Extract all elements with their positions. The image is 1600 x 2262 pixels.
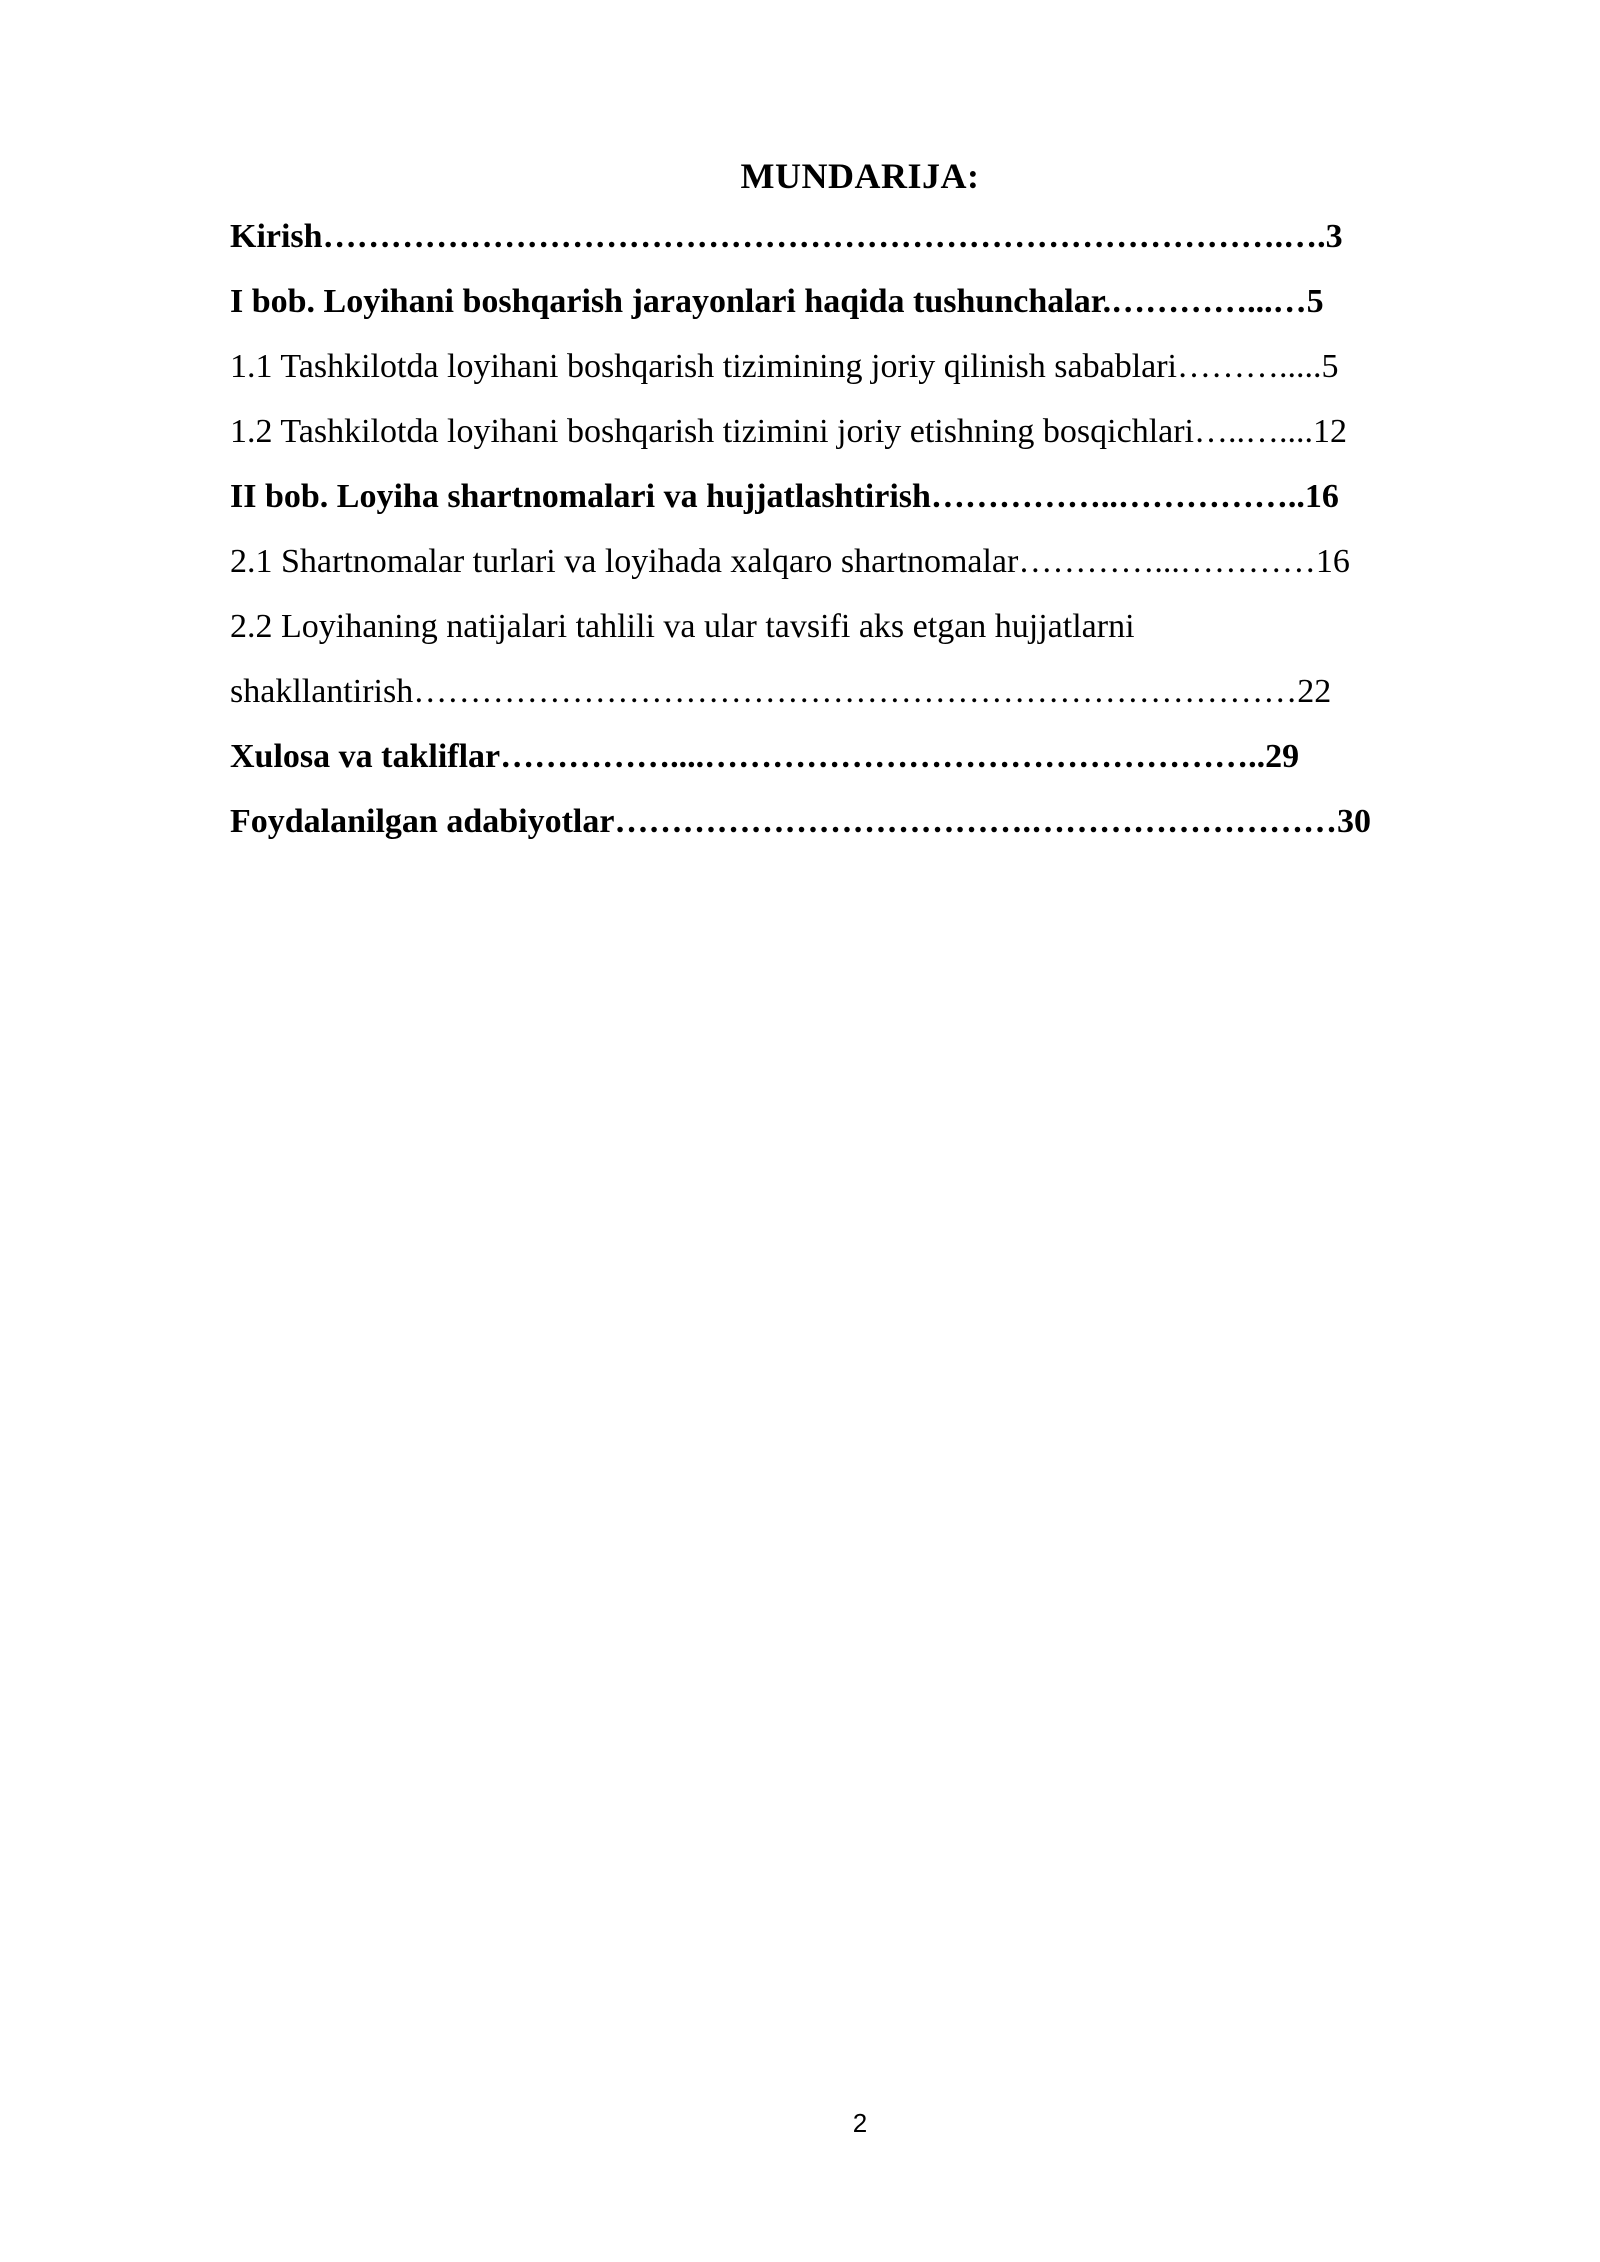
toc-title: MUNDARIJA: xyxy=(740,156,980,196)
toc-entry-chapter-1[interactable]: I bob. Loyihani boshqarish jarayonlari haqida tushunchalar.…………...…5 xyxy=(230,283,1324,320)
page-number: 2 xyxy=(852,2108,868,2138)
toc-entry-kirish[interactable]: Kirish………………………………………………………………………….….3 xyxy=(230,218,1343,255)
toc-entry-section-2-2-continued[interactable]: shakllantirish……………………………………………………………………22 xyxy=(230,673,1332,710)
toc-entry-section-1-2[interactable]: 1.2 Tashkilotda loyihani boshqarish tizimini joriy etishning bosqichlari…..…....12 xyxy=(230,413,1348,450)
toc-entry-section-2-1[interactable]: 2.1 Shartnomalar turlari va loyihada xalqaro shartnomalar…………...…………16 xyxy=(230,543,1350,580)
toc-entry-section-1-1[interactable]: 1.1 Tashkilotda loyihani boshqarish tizimining joriy qilinish sabablari……….....5 xyxy=(230,348,1339,385)
toc-entry-conclusion[interactable]: Xulosa va takliflar……………....…………………………………………..29 xyxy=(230,738,1300,775)
toc-entry-chapter-2[interactable]: II bob. Loyiha shartnomalari va hujjatlashtirish……………..……………..16 xyxy=(230,478,1339,515)
toc-entry-references[interactable]: Foydalanilgan adabiyotlar……………………………….………………………30 xyxy=(230,803,1371,840)
toc-entry-section-2-2[interactable]: 2.2 Loyihaning natijalari tahlili va ular tavsifi aks etgan hujjatlarni xyxy=(230,608,1135,645)
